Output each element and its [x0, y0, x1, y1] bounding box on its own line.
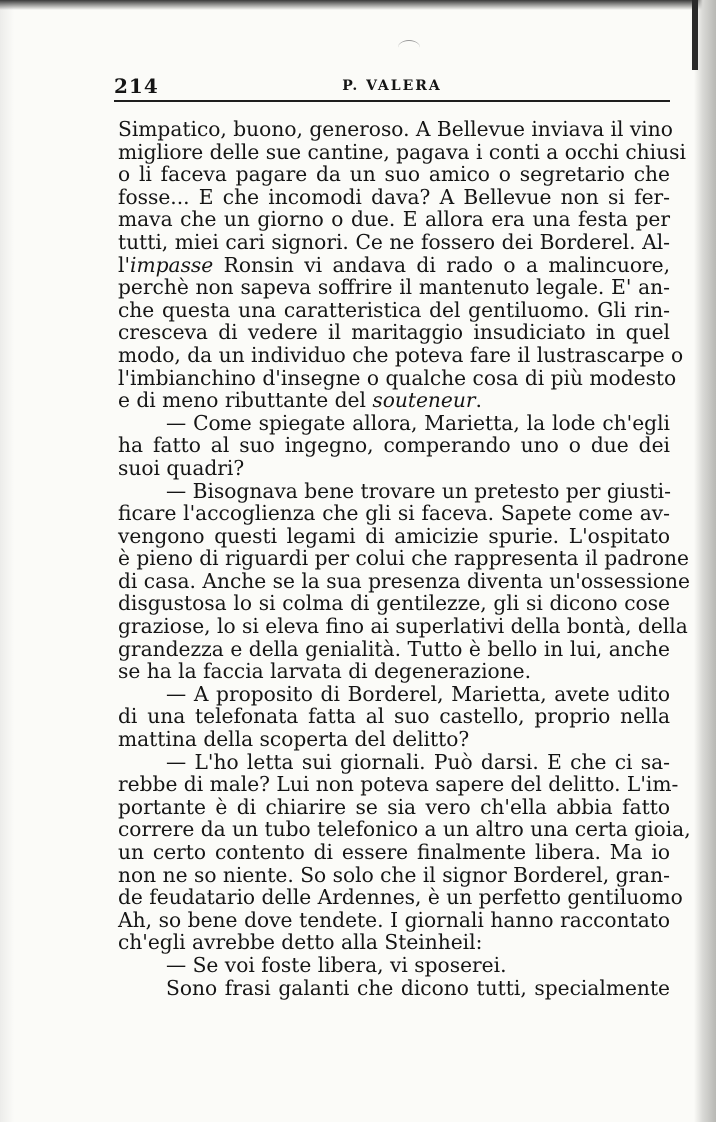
header-rule — [114, 100, 670, 102]
text-line: tutti, miei cari signori. Ce ne fossero dei Borderel. Al- — [118, 229, 670, 254]
text-line: è pieno di riguardi per colui che rappresenta il padrone — [118, 546, 689, 571]
text-line: — Se voi foste libera, vi sposerei. — [166, 952, 507, 977]
text-line: un certo contento di essere finalmente libera. Ma io — [118, 840, 670, 864]
text-line: fosse... E che incomodi dava? A Bellevue non si fer- — [118, 184, 670, 209]
running-head: P. VALERA — [342, 78, 442, 94]
text-line: non ne so niente. So solo che il signor Borderel, gran- — [118, 862, 670, 887]
text-line: modo, da un individuo che poteva fare il lustrascarpe o — [118, 342, 684, 367]
text-line: cresceva di vedere il maritaggio insudiciato in quel — [118, 320, 670, 345]
text-line: vengono questi legami di amicizie spurie. L'ospitato — [118, 523, 670, 548]
text-line: — A proposito di Borderel, Marietta, avete udito — [166, 681, 670, 706]
text-line: ficare l'accoglienza che gli si faceva. Sapete come av- — [118, 501, 670, 526]
text-line: Ah, so bene dove tendete. I giornali hanno raccontato — [118, 907, 670, 932]
text-line: graziose, lo si eleva fino ai superlativi della bontà, della — [118, 614, 688, 639]
text-line: o li faceva pagare da un suo amico o segretario che — [118, 162, 670, 187]
text-line: che questa una caratteristica del gentiluomo. Gli rin- — [118, 297, 670, 322]
text-line: disgustosa lo si colma di gentilezze, gli si dicono cose — [118, 591, 670, 616]
text-line: Sono frasi galanti che dicono tutti, specialmente — [166, 975, 670, 1000]
text-line: mattina della scoperta del delitto? — [118, 727, 470, 752]
text-line: — Bisognava bene trovare un pretesto per giusti- — [166, 478, 671, 503]
page-number: 214 — [114, 74, 159, 98]
text-line: se ha la faccia larvata di degenerazione. — [118, 659, 532, 684]
text-line: migliore delle sue cantine, pagava i conti a occhi chiusi — [118, 139, 686, 164]
text-line: ch'egli avrebbe detto alla Steinheil: — [118, 930, 483, 955]
text-line: grandezza e della genialità. Tutto è bello in lui, anche — [118, 636, 670, 661]
text-line: di una telefonata fatta al suo castello, proprio nella — [118, 704, 670, 729]
text-line: — L'ho letta sui giornali. Può darsi. E che ci sa- — [166, 749, 670, 774]
text-line: Simpatico, buono, generoso. A Bellevue inviava il vino — [118, 117, 673, 141]
page-left-shadow — [0, 0, 14, 1122]
text-line: l'impasse Ronsin vi andava di rado o a malincuore, — [118, 252, 670, 277]
text-line: — Come spiegate allora, Marietta, la lode ch'egli — [166, 410, 670, 435]
text-line: portante è di chiarire se sia vero ch'ella abbia fatto — [118, 794, 670, 819]
body-text — [118, 117, 691, 1000]
text-line: ha fatto al suo ingegno, comperando uno o due dei — [118, 433, 670, 458]
text-line: rebbe di male? Lui non poteva sapere del delitto. L'im- — [118, 772, 679, 797]
page-right-edge — [694, 0, 716, 1122]
text-line: e di meno ributtante del souteneur. — [118, 388, 482, 413]
text-line: suoi quadri? — [118, 455, 245, 480]
page-top-edge — [0, 0, 716, 10]
page-header — [114, 74, 670, 98]
pencil-mark — [398, 40, 420, 55]
text-line: di casa. Anche se la sua presenza diventa un'ossessione — [118, 568, 690, 593]
text-line: de feudatario delle Ardennes, è un perfetto gentiluomo — [118, 885, 683, 910]
text-line: l'imbianchino d'insegne o qualche cosa di più modesto — [118, 365, 677, 390]
text-line: perchè non sapeva soffrire il mantenuto legale. E' an- — [118, 275, 670, 300]
text-line: mava che un giorno o due. E allora era una festa per — [118, 207, 670, 232]
text-line: correre da un tubo telefonico a un altro una certa gioia, — [118, 817, 691, 842]
binding-mark — [692, 0, 698, 70]
